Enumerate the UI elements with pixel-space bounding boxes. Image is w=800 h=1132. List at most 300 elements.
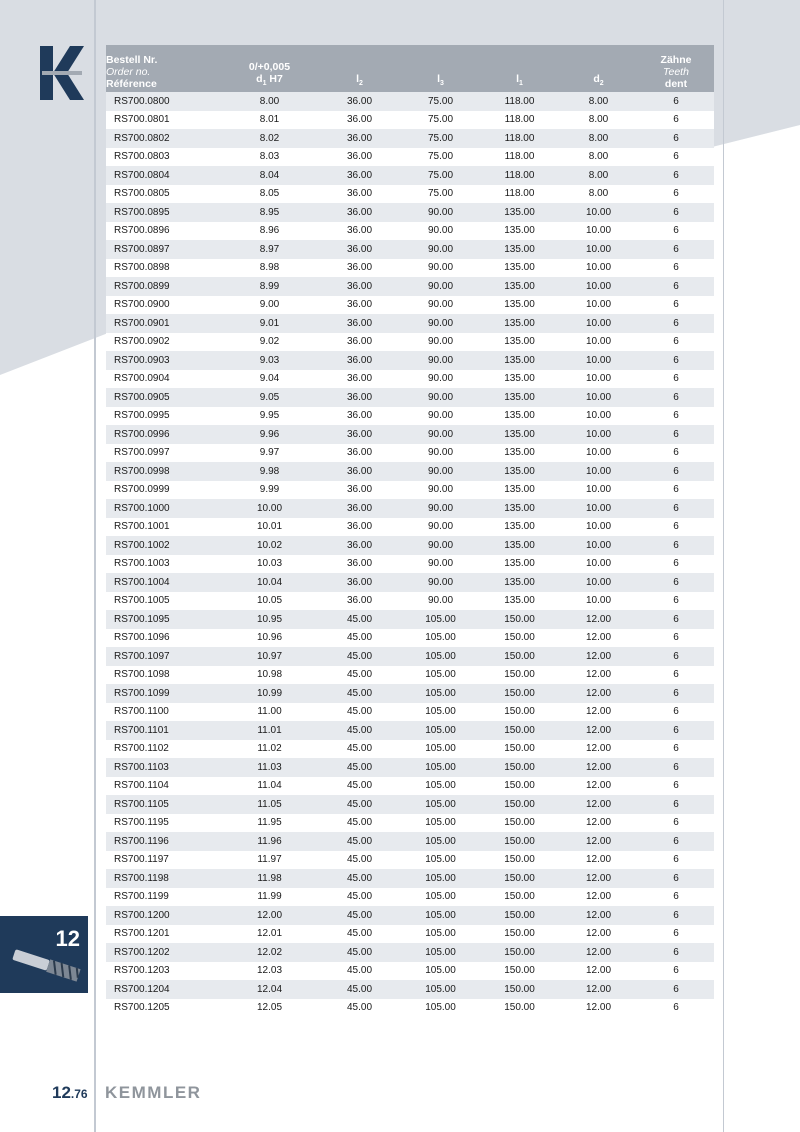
l3-cell: 105.00 <box>401 906 480 925</box>
l2-cell: 36.00 <box>318 536 401 555</box>
l3-cell: 90.00 <box>401 388 480 407</box>
l3-cell: 75.00 <box>401 92 480 111</box>
d1-cell: 9.96 <box>221 425 318 444</box>
l3-cell: 90.00 <box>401 407 480 426</box>
l2-subscript: 2 <box>359 80 363 87</box>
d2-cell: 12.00 <box>559 758 638 777</box>
d1-cell: 12.00 <box>221 906 318 925</box>
l2-cell: 36.00 <box>318 592 401 611</box>
l3-cell: 90.00 <box>401 592 480 611</box>
d1-cell: 8.04 <box>221 166 318 185</box>
l1-cell: 135.00 <box>480 296 559 315</box>
order-number-cell: RS700.1195 <box>106 814 221 833</box>
order-number-cell: RS700.0804 <box>106 166 221 185</box>
order-number-cell: RS700.1203 <box>106 962 221 981</box>
d2-subscript: 2 <box>599 80 604 87</box>
d1-cell: 12.02 <box>221 943 318 962</box>
l1-cell: 135.00 <box>480 277 559 296</box>
l1-cell: 150.00 <box>480 684 559 703</box>
d2-cell: 10.00 <box>559 259 638 278</box>
l1-cell: 135.00 <box>480 499 559 518</box>
d1-cell: 11.00 <box>221 703 318 722</box>
teeth-cell: 6 <box>638 703 714 722</box>
l3-subscript: 3 <box>440 80 444 87</box>
l2-cell: 36.00 <box>318 518 401 537</box>
teeth-cell: 6 <box>638 980 714 999</box>
d2-cell: 8.00 <box>559 185 638 204</box>
teeth-cell: 6 <box>638 148 714 167</box>
l1-subscript: 1 <box>519 80 523 87</box>
l2-cell: 45.00 <box>318 814 401 833</box>
l3-cell: 105.00 <box>401 666 480 685</box>
l2-cell: 45.00 <box>318 943 401 962</box>
teeth-cell: 6 <box>638 370 714 389</box>
page-number-minor: .76 <box>70 1087 88 1101</box>
d1-cell: 9.95 <box>221 407 318 426</box>
d1-cell: 10.04 <box>221 573 318 592</box>
table-row <box>106 425 714 444</box>
order-number-cell: RS700.0996 <box>106 425 221 444</box>
order-number-cell: RS700.1204 <box>106 980 221 999</box>
d1-cell: 11.99 <box>221 888 318 907</box>
l1-cell: 135.00 <box>480 222 559 241</box>
teeth-cell: 6 <box>638 999 714 1018</box>
order-number-cell: RS700.0904 <box>106 370 221 389</box>
kemmler-logo <box>40 46 84 100</box>
d2-cell: 10.00 <box>559 499 638 518</box>
teeth-cell: 6 <box>638 962 714 981</box>
teeth-cell: 6 <box>638 407 714 426</box>
order-number-cell: RS700.1095 <box>106 610 221 629</box>
l1-cell: 135.00 <box>480 259 559 278</box>
table-row <box>106 943 714 962</box>
l3-cell: 90.00 <box>401 296 480 315</box>
table-row <box>106 185 714 204</box>
d1-cell: 11.01 <box>221 721 318 740</box>
l1-symbol: l <box>516 72 519 85</box>
l2-cell: 36.00 <box>318 259 401 278</box>
order-number-cell: RS700.1102 <box>106 740 221 759</box>
d2-cell: 12.00 <box>559 740 638 759</box>
d2-cell: 12.00 <box>559 906 638 925</box>
l2-cell: 45.00 <box>318 666 401 685</box>
d2-cell: 10.00 <box>559 296 638 315</box>
l2-cell: 36.00 <box>318 351 401 370</box>
order-number-cell: RS700.1099 <box>106 684 221 703</box>
l2-cell: 45.00 <box>318 721 401 740</box>
d1-cell: 8.97 <box>221 240 318 259</box>
order-number-cell: RS700.0898 <box>106 259 221 278</box>
d2-cell: 8.00 <box>559 111 638 130</box>
table-row <box>106 684 714 703</box>
l3-cell: 105.00 <box>401 925 480 944</box>
l3-cell: 90.00 <box>401 351 480 370</box>
l2-cell: 36.00 <box>318 222 401 241</box>
teeth-cell: 6 <box>638 388 714 407</box>
table-row <box>106 462 714 481</box>
right-margin-rule <box>723 0 724 1132</box>
table-row <box>106 111 714 130</box>
l1-cell: 135.00 <box>480 536 559 555</box>
l3-cell: 90.00 <box>401 425 480 444</box>
l2-cell: 45.00 <box>318 629 401 648</box>
teeth-cell: 6 <box>638 814 714 833</box>
d1-cell: 8.95 <box>221 203 318 222</box>
l2-cell: 36.00 <box>318 185 401 204</box>
order-label-en: Order no. <box>106 66 151 78</box>
order-number-cell: RS700.1196 <box>106 832 221 851</box>
teeth-cell: 6 <box>638 536 714 555</box>
teeth-cell: 6 <box>638 129 714 148</box>
l3-cell: 105.00 <box>401 703 480 722</box>
l3-cell: 90.00 <box>401 259 480 278</box>
teeth-cell: 6 <box>638 740 714 759</box>
l2-cell: 45.00 <box>318 980 401 999</box>
l1-cell: 150.00 <box>480 629 559 648</box>
teeth-label-de: Zähne <box>660 54 692 66</box>
table-row <box>106 647 714 666</box>
l3-cell: 105.00 <box>401 980 480 999</box>
l3-cell: 105.00 <box>401 740 480 759</box>
table-row <box>106 851 714 870</box>
d1-cell: 12.01 <box>221 925 318 944</box>
l1-cell: 150.00 <box>480 962 559 981</box>
l2-cell: 45.00 <box>318 795 401 814</box>
table-row <box>106 777 714 796</box>
teeth-header <box>638 45 714 92</box>
d2-cell: 10.00 <box>559 536 638 555</box>
l1-cell: 150.00 <box>480 758 559 777</box>
l3-cell: 105.00 <box>401 647 480 666</box>
l3-cell: 90.00 <box>401 240 480 259</box>
l3-cell: 90.00 <box>401 333 480 352</box>
d1-cell: 10.02 <box>221 536 318 555</box>
order-number-cell: RS700.0895 <box>106 203 221 222</box>
l3-cell: 105.00 <box>401 999 480 1018</box>
chapter-tab <box>0 916 88 993</box>
l3-cell: 90.00 <box>401 462 480 481</box>
l1-cell: 150.00 <box>480 943 559 962</box>
table-row <box>106 962 714 981</box>
end-mill-icon <box>10 946 86 986</box>
order-number-cell: RS700.0896 <box>106 222 221 241</box>
l2-cell: 36.00 <box>318 277 401 296</box>
teeth-cell: 6 <box>638 925 714 944</box>
order-number-cell: RS700.1104 <box>106 777 221 796</box>
l2-cell: 36.00 <box>318 555 401 574</box>
order-number-cell: RS700.1200 <box>106 906 221 925</box>
d1-cell: 12.05 <box>221 999 318 1018</box>
order-number-cell: RS700.1101 <box>106 721 221 740</box>
l2-cell: 45.00 <box>318 906 401 925</box>
table-row <box>106 92 714 111</box>
table-row <box>106 407 714 426</box>
order-number-cell: RS700.0899 <box>106 277 221 296</box>
page-number <box>52 1083 88 1103</box>
l1-cell: 135.00 <box>480 333 559 352</box>
teeth-cell: 6 <box>638 647 714 666</box>
table-row <box>106 832 714 851</box>
order-number-cell: RS700.1097 <box>106 647 221 666</box>
l1-cell: 118.00 <box>480 129 559 148</box>
teeth-cell: 6 <box>638 869 714 888</box>
d1-cell: 8.03 <box>221 148 318 167</box>
d2-cell: 12.00 <box>559 869 638 888</box>
table-row <box>106 721 714 740</box>
table-row <box>106 555 714 574</box>
d1-cell: 8.00 <box>221 92 318 111</box>
l3-cell: 105.00 <box>401 943 480 962</box>
d2-cell: 10.00 <box>559 592 638 611</box>
l2-cell: 45.00 <box>318 740 401 759</box>
l3-cell: 90.00 <box>401 444 480 463</box>
d2-cell: 10.00 <box>559 481 638 500</box>
teeth-cell: 6 <box>638 222 714 241</box>
teeth-label-en: Teeth <box>663 66 689 78</box>
d1-cell: 9.04 <box>221 370 318 389</box>
teeth-cell: 6 <box>638 888 714 907</box>
l2-cell: 36.00 <box>318 129 401 148</box>
table-row <box>106 758 714 777</box>
l1-cell: 135.00 <box>480 481 559 500</box>
d2-cell: 10.00 <box>559 573 638 592</box>
teeth-cell: 6 <box>638 666 714 685</box>
d2-cell: 10.00 <box>559 203 638 222</box>
d1-cell: 8.02 <box>221 129 318 148</box>
table-row <box>106 333 714 352</box>
table-row <box>106 629 714 648</box>
order-number-cell: RS700.1105 <box>106 795 221 814</box>
d2-cell: 10.00 <box>559 407 638 426</box>
l1-cell: 135.00 <box>480 462 559 481</box>
teeth-cell: 6 <box>638 832 714 851</box>
l3-cell: 105.00 <box>401 888 480 907</box>
table-row <box>106 388 714 407</box>
teeth-cell: 6 <box>638 518 714 537</box>
table-row <box>106 314 714 333</box>
teeth-cell: 6 <box>638 758 714 777</box>
l2-cell: 36.00 <box>318 573 401 592</box>
l3-cell: 105.00 <box>401 851 480 870</box>
l3-cell: 105.00 <box>401 610 480 629</box>
d2-cell: 12.00 <box>559 925 638 944</box>
order-number-cell: RS700.1198 <box>106 869 221 888</box>
order-number-cell: RS700.0998 <box>106 462 221 481</box>
l2-cell: 36.00 <box>318 481 401 500</box>
l2-cell: 45.00 <box>318 758 401 777</box>
l2-cell: 36.00 <box>318 314 401 333</box>
order-number-cell: RS700.0805 <box>106 185 221 204</box>
d1-cell: 12.03 <box>221 962 318 981</box>
table-row <box>106 203 714 222</box>
l3-cell: 90.00 <box>401 555 480 574</box>
l1-cell: 135.00 <box>480 444 559 463</box>
l3-cell: 105.00 <box>401 814 480 833</box>
table-row <box>106 980 714 999</box>
teeth-cell: 6 <box>638 795 714 814</box>
table-row <box>106 481 714 500</box>
d1-cell: 11.04 <box>221 777 318 796</box>
l1-cell: 150.00 <box>480 832 559 851</box>
l3-cell: 90.00 <box>401 481 480 500</box>
l2-cell: 45.00 <box>318 777 401 796</box>
l1-cell: 135.00 <box>480 388 559 407</box>
teeth-cell: 6 <box>638 943 714 962</box>
teeth-cell: 6 <box>638 906 714 925</box>
order-number-cell: RS700.0803 <box>106 148 221 167</box>
d2-cell: 10.00 <box>559 370 638 389</box>
l1-cell: 150.00 <box>480 869 559 888</box>
d1-cell: 9.99 <box>221 481 318 500</box>
teeth-cell: 6 <box>638 629 714 648</box>
table-row <box>106 573 714 592</box>
l1-cell: 150.00 <box>480 610 559 629</box>
d2-cell: 10.00 <box>559 277 638 296</box>
l2-cell: 36.00 <box>318 203 401 222</box>
teeth-cell: 6 <box>638 296 714 315</box>
l3-cell: 90.00 <box>401 203 480 222</box>
d1-cell: 9.00 <box>221 296 318 315</box>
d1-cell: 8.96 <box>221 222 318 241</box>
order-number-cell: RS700.0802 <box>106 129 221 148</box>
l1-cell: 150.00 <box>480 721 559 740</box>
tolerance-label: 0/+0,005 <box>248 60 291 73</box>
d2-cell: 12.00 <box>559 814 638 833</box>
l2-cell: 45.00 <box>318 925 401 944</box>
d1-cell: 9.98 <box>221 462 318 481</box>
table-row <box>106 610 714 629</box>
d2-symbol: d <box>593 72 600 85</box>
l2-cell: 45.00 <box>318 851 401 870</box>
l2-cell: 36.00 <box>318 333 401 352</box>
l2-cell: 36.00 <box>318 370 401 389</box>
l2-cell: 36.00 <box>318 388 401 407</box>
l2-cell: 45.00 <box>318 610 401 629</box>
l3-cell: 105.00 <box>401 777 480 796</box>
d1-cell: 10.01 <box>221 518 318 537</box>
teeth-cell: 6 <box>638 92 714 111</box>
d2-cell: 12.00 <box>559 980 638 999</box>
order-number-cell: RS700.1001 <box>106 518 221 537</box>
l1-cell: 135.00 <box>480 555 559 574</box>
brand-name: KEMMLER <box>105 1083 202 1102</box>
l1-cell: 150.00 <box>480 999 559 1018</box>
order-number-cell: RS700.0900 <box>106 296 221 315</box>
d2-cell: 10.00 <box>559 462 638 481</box>
teeth-cell: 6 <box>638 444 714 463</box>
l1-cell: 135.00 <box>480 351 559 370</box>
l1-cell: 150.00 <box>480 888 559 907</box>
length-l2-header <box>318 45 401 92</box>
d2-cell: 10.00 <box>559 333 638 352</box>
l1-cell: 135.00 <box>480 370 559 389</box>
l1-cell: 135.00 <box>480 314 559 333</box>
teeth-cell: 6 <box>638 333 714 352</box>
l1-cell: 135.00 <box>480 573 559 592</box>
l2-cell: 36.00 <box>318 425 401 444</box>
d2-cell: 10.00 <box>559 425 638 444</box>
d1-cell: 10.95 <box>221 610 318 629</box>
d2-cell: 10.00 <box>559 555 638 574</box>
table-row <box>106 592 714 611</box>
d1-cell: 8.99 <box>221 277 318 296</box>
d2-cell: 12.00 <box>559 999 638 1018</box>
teeth-cell: 6 <box>638 573 714 592</box>
l3-cell: 90.00 <box>401 277 480 296</box>
order-number-cell: RS700.0995 <box>106 407 221 426</box>
d1-cell: 9.03 <box>221 351 318 370</box>
l1-cell: 150.00 <box>480 814 559 833</box>
d2-cell: 12.00 <box>559 962 638 981</box>
d2-cell: 12.00 <box>559 610 638 629</box>
l3-cell: 90.00 <box>401 314 480 333</box>
l3-symbol: l <box>437 72 440 85</box>
product-table-body <box>106 92 714 1017</box>
d1-cell: 10.98 <box>221 666 318 685</box>
l1-cell: 135.00 <box>480 518 559 537</box>
l3-cell: 105.00 <box>401 869 480 888</box>
l3-cell: 105.00 <box>401 962 480 981</box>
d1-cell: 11.98 <box>221 869 318 888</box>
l3-cell: 90.00 <box>401 370 480 389</box>
teeth-cell: 6 <box>638 351 714 370</box>
l1-cell: 135.00 <box>480 240 559 259</box>
order-number-cell: RS700.1096 <box>106 629 221 648</box>
l3-cell: 105.00 <box>401 629 480 648</box>
l1-cell: 150.00 <box>480 666 559 685</box>
table-row <box>106 444 714 463</box>
l1-cell: 150.00 <box>480 851 559 870</box>
l1-cell: 135.00 <box>480 407 559 426</box>
table-row <box>106 869 714 888</box>
d2-cell: 12.00 <box>559 629 638 648</box>
d1-symbol: d <box>256 72 263 85</box>
l2-cell: 36.00 <box>318 462 401 481</box>
length-l1-header <box>480 45 559 92</box>
order-number-cell: RS700.0902 <box>106 333 221 352</box>
l2-cell: 36.00 <box>318 444 401 463</box>
l1-cell: 118.00 <box>480 185 559 204</box>
l2-cell: 45.00 <box>318 832 401 851</box>
order-number-cell: RS700.1197 <box>106 851 221 870</box>
left-margin-rule <box>94 0 96 1132</box>
l3-cell: 75.00 <box>401 148 480 167</box>
d2-cell: 12.00 <box>559 943 638 962</box>
chapter-number: 12 <box>55 926 80 951</box>
l2-cell: 45.00 <box>318 999 401 1018</box>
table-row <box>106 296 714 315</box>
order-number-cell: RS700.0897 <box>106 240 221 259</box>
order-label-de: Bestell Nr. <box>106 54 158 66</box>
d1-cell: 11.95 <box>221 814 318 833</box>
teeth-cell: 6 <box>638 777 714 796</box>
d2-cell: 10.00 <box>559 518 638 537</box>
d2-cell: 8.00 <box>559 166 638 185</box>
l3-cell: 75.00 <box>401 111 480 130</box>
l1-cell: 150.00 <box>480 703 559 722</box>
order-number-cell: RS700.1205 <box>106 999 221 1018</box>
l2-cell: 36.00 <box>318 407 401 426</box>
d2-cell: 8.00 <box>559 129 638 148</box>
table-row <box>106 370 714 389</box>
d1-cell: 10.97 <box>221 647 318 666</box>
diameter-d2-header <box>559 45 638 92</box>
order-number-cell: RS700.0801 <box>106 111 221 130</box>
d1-cell: 8.01 <box>221 111 318 130</box>
l1-cell: 150.00 <box>480 795 559 814</box>
order-number-cell: RS700.0901 <box>106 314 221 333</box>
d1-cell: 10.99 <box>221 684 318 703</box>
